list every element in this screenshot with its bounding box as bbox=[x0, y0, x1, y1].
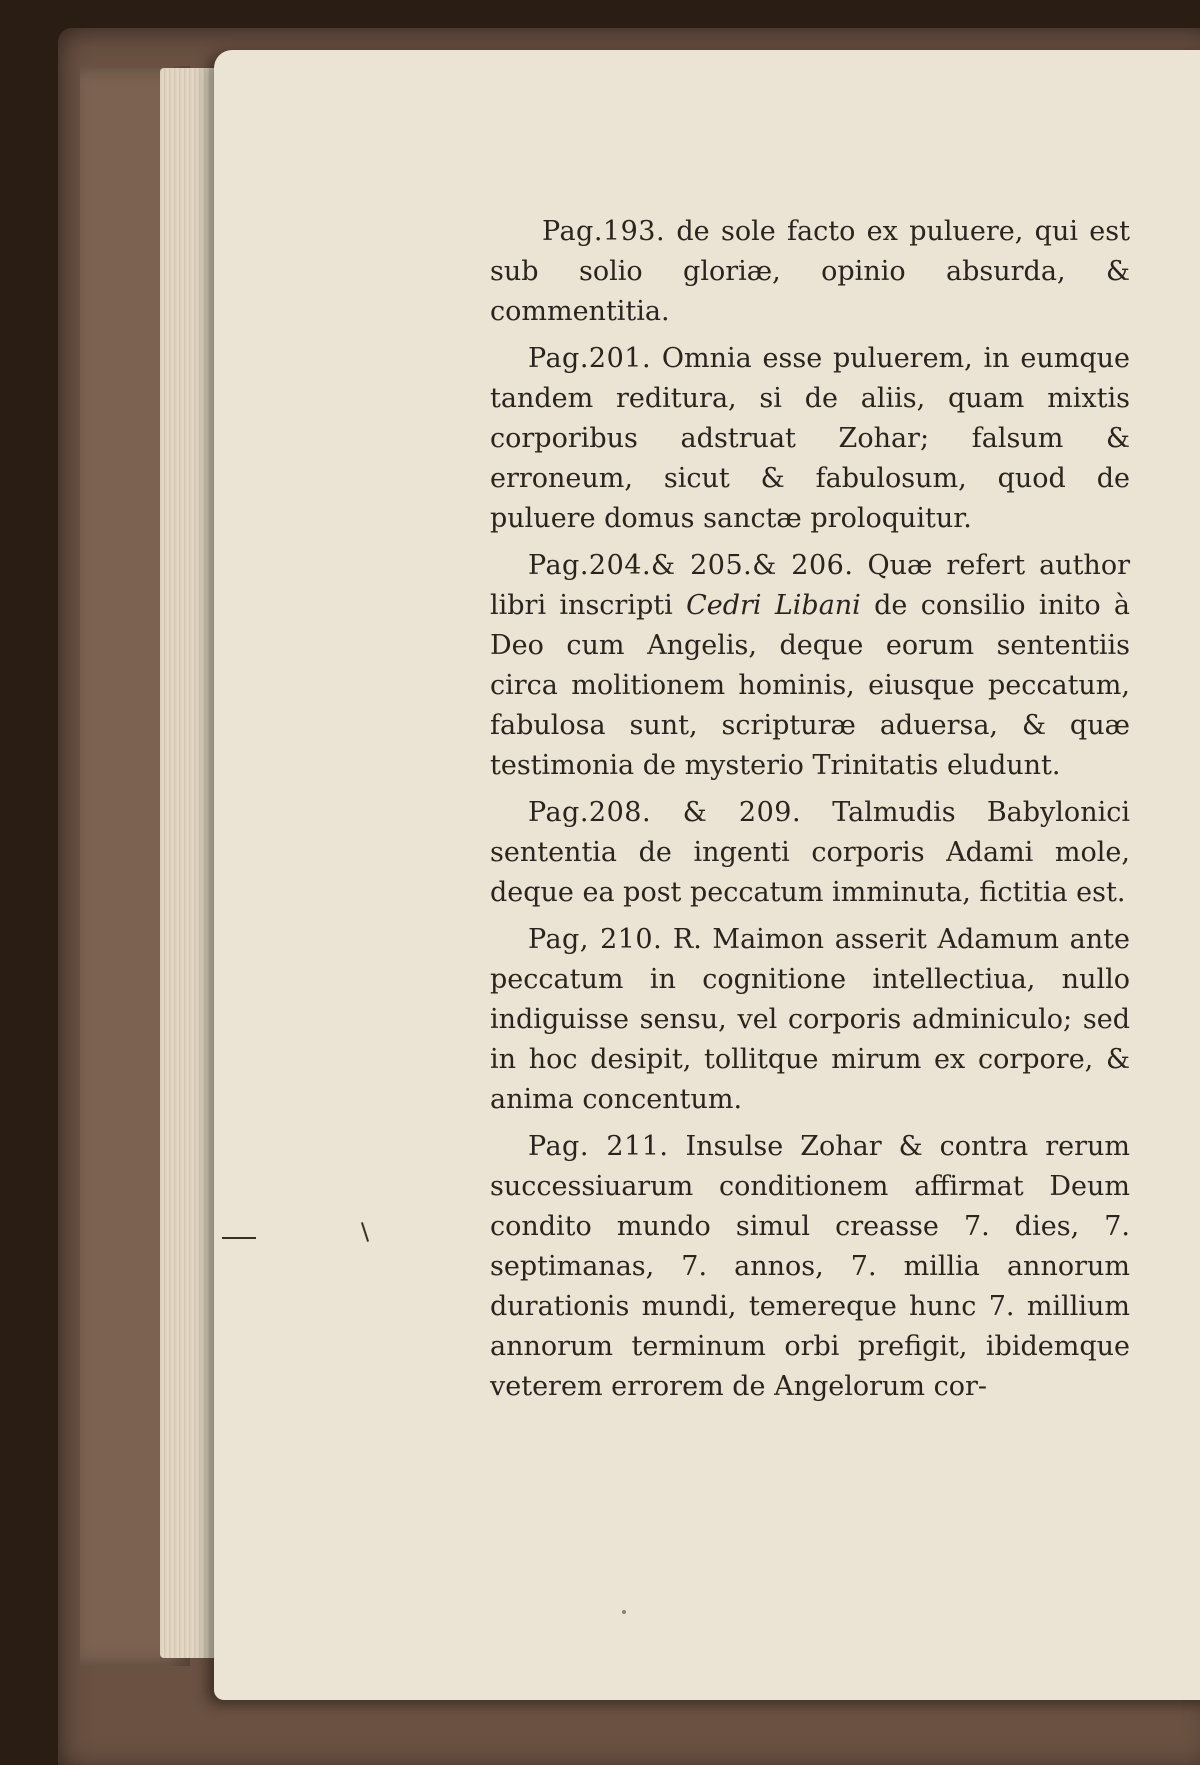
paragraph-text: Talmudis Babylonici sententia de ingenti corporis Adami mole, deque ea post peccatum imminuta, fictitia est. bbox=[490, 797, 1130, 908]
paragraph-text: de consilio inito à Deo cum Angelis, deque eorum sententiis circa molitionem hominis, eiusque peccatum, fabulosa sunt, scripturæ aduersa, & quæ testimonia de mysterio Trinitatis eludunt. bbox=[490, 590, 1130, 781]
page-reference: Pag, 210. bbox=[528, 924, 663, 955]
paragraph bbox=[490, 339, 1130, 539]
paragraph-text: Omnia esse puluerem, in eumque tandem reditura, si de aliis, quam mixtis corporibus adstruat Zohar; falsum & erroneum, sicut & fabulosum, quod de puluere domus sanctæ proloquitur. bbox=[490, 343, 1130, 534]
page-reference: Pag. 211. bbox=[528, 1131, 669, 1162]
paragraph-text: Quæ refert author libri inscripti bbox=[490, 550, 1130, 621]
page-reference: Pag.204.& 205.& 206. bbox=[528, 550, 854, 581]
page-text bbox=[490, 212, 1130, 1414]
paragraph bbox=[490, 212, 1130, 332]
paper-spot bbox=[622, 1610, 626, 1614]
paragraph-text: Insulse Zohar & contra rerum successiuarum conditionem affirmat Deum condito mundo simul creasse 7. dies, 7. septimanas, 7. annos, 7. millia annorum durationis mundi, temereque hunc 7. millium annorum terminum orbi prefigit, ibidemque veterem errorem de Angelorum cor- bbox=[490, 1131, 1130, 1402]
page-reference: Pag.208. & 209. bbox=[528, 797, 802, 828]
margin-mark bbox=[222, 1237, 256, 1239]
page-reference: Pag.201. bbox=[528, 343, 652, 374]
paragraph bbox=[490, 793, 1130, 913]
paragraph bbox=[490, 546, 1130, 786]
book-title-italic: Cedri Libani bbox=[686, 590, 861, 621]
paragraph bbox=[490, 1127, 1130, 1407]
paragraph-text: de sole facto ex puluere, qui est sub solio gloriæ, opinio absurda, & commentitia. bbox=[490, 216, 1130, 327]
paragraph-text: R. Maimon asserit Adamum ante peccatum in cognitione intellectiua, nullo indiguisse sensu, vel corporis adminiculo; sed in hoc desipit, tollitque mirum ex corpore, & anima concentum. bbox=[490, 924, 1130, 1115]
paragraph bbox=[490, 920, 1130, 1120]
page-reference: Pag.193. bbox=[542, 216, 666, 247]
